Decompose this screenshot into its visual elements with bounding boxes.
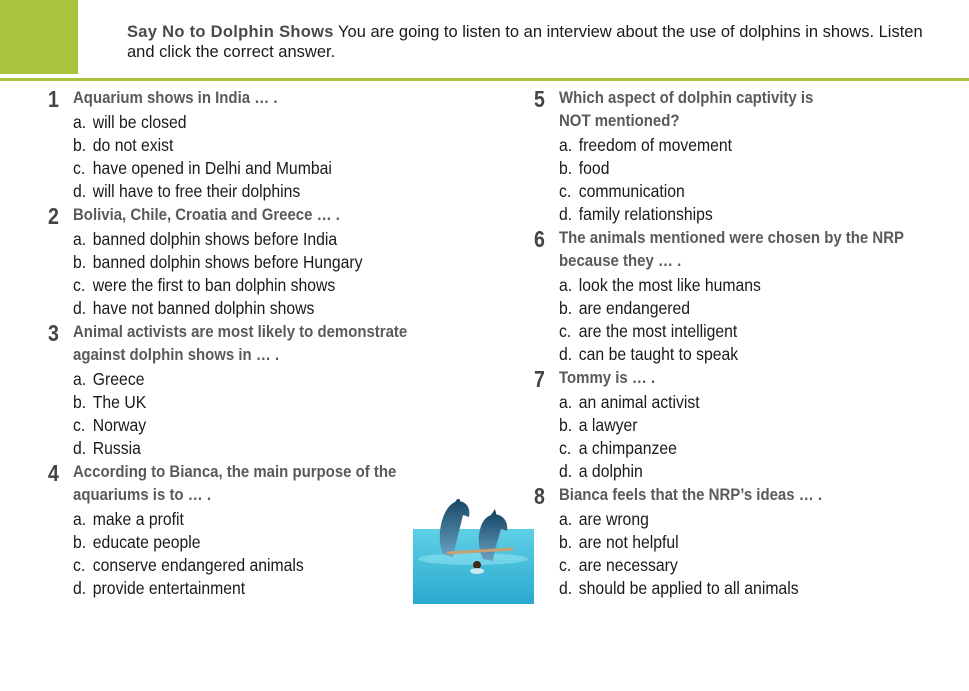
question-number: 2 — [48, 203, 59, 229]
option-letter: d. — [73, 578, 87, 598]
answer-option-1d[interactable] — [73, 180, 427, 203]
option-text: a lawyer — [578, 415, 638, 435]
answer-option-2c[interactable] — [73, 274, 427, 297]
option-text: can be taught to speak — [578, 344, 739, 364]
option-text: look the most like humans — [578, 275, 761, 295]
option-text: a dolphin — [578, 461, 643, 481]
answer-option-3b[interactable] — [73, 391, 427, 414]
question-number: 6 — [534, 226, 545, 252]
question-number: 3 — [48, 320, 59, 346]
answer-option-4c[interactable] — [73, 554, 427, 577]
option-text: were the first to ban dolphin shows — [92, 275, 336, 295]
answer-option-7a[interactable] — [559, 391, 922, 414]
answer-option-7d[interactable] — [559, 460, 922, 483]
page-title: Say No to Dolphin Shows — [127, 23, 334, 41]
answer-option-1b[interactable] — [73, 134, 427, 157]
question-number: 1 — [48, 86, 59, 112]
answer-option-3d[interactable] — [73, 437, 427, 460]
option-letter: b. — [559, 415, 573, 435]
header-divider — [0, 78, 969, 81]
question-text: Animal activists are most likely to demonstrate — [73, 322, 408, 341]
option-letter: c. — [73, 158, 86, 178]
answer-option-8c[interactable] — [559, 554, 922, 577]
answer-option-5d[interactable] — [559, 203, 922, 226]
answer-option-8d[interactable] — [559, 577, 922, 600]
option-text: Greece — [92, 369, 145, 389]
option-text: an animal activist — [578, 392, 700, 412]
question-text: According to Bianca, the main purpose of the — [73, 462, 397, 481]
answer-option-8a[interactable] — [559, 508, 922, 531]
question-7 — [532, 366, 962, 483]
question-text: against dolphin shows in … . — [73, 345, 280, 364]
option-letter: c. — [73, 415, 86, 435]
option-letter: c. — [559, 438, 572, 458]
answer-option-3a[interactable] — [73, 368, 427, 391]
questions-column-right — [532, 86, 962, 600]
option-letter: d. — [73, 438, 87, 458]
option-letter: a. — [73, 112, 87, 132]
dolphins-jumping-icon — [413, 499, 534, 604]
question-8 — [532, 483, 962, 600]
answer-option-4b[interactable] — [73, 531, 427, 554]
answer-option-4a[interactable] — [73, 508, 427, 531]
option-letter: a. — [559, 392, 573, 412]
option-text: will be closed — [92, 112, 187, 132]
accent-block — [0, 0, 78, 74]
option-text: are endangered — [578, 298, 691, 318]
option-text: have opened in Delhi and Mumbai — [92, 158, 332, 178]
answer-option-7c[interactable] — [559, 437, 922, 460]
option-text: should be applied to all animals — [578, 578, 799, 598]
question-6 — [532, 226, 962, 366]
option-letter: b. — [73, 392, 87, 412]
answer-option-5c[interactable] — [559, 180, 922, 203]
instructions-text: You are going to listen to an interview about the use of dolphins in shows. Listen and click the correct answer. — [127, 23, 923, 61]
option-text: banned dolphin shows before Hungary — [92, 252, 363, 272]
option-letter: b. — [559, 298, 573, 318]
option-letter: d. — [73, 181, 87, 201]
answer-option-5a[interactable] — [559, 134, 922, 157]
option-letter: c. — [73, 555, 86, 575]
option-text: Norway — [92, 415, 147, 435]
answer-option-1a[interactable] — [73, 111, 427, 134]
answer-option-3c[interactable] — [73, 414, 427, 437]
option-letter: d. — [559, 461, 573, 481]
option-text: conserve endangered animals — [92, 555, 304, 575]
option-letter: d. — [559, 204, 573, 224]
question-text: Which aspect of dolphin captivity is — [559, 88, 814, 107]
option-text: do not exist — [92, 135, 174, 155]
option-text: a chimpanzee — [578, 438, 677, 458]
option-text: are the most intelligent — [578, 321, 738, 341]
option-letter: b. — [559, 158, 573, 178]
option-letter: b. — [73, 252, 87, 272]
option-text: are not helpful — [578, 532, 679, 552]
answer-option-7b[interactable] — [559, 414, 922, 437]
option-text: freedom of movement — [578, 135, 732, 155]
option-letter: b. — [73, 532, 87, 552]
question-number: 5 — [534, 86, 545, 112]
question-number: 8 — [534, 483, 545, 509]
option-text: are wrong — [578, 509, 649, 529]
option-text: family relationships — [578, 204, 713, 224]
question-1 — [46, 86, 466, 203]
option-letter: b. — [559, 532, 573, 552]
option-text: The UK — [92, 392, 147, 412]
answer-option-2a[interactable] — [73, 228, 427, 251]
question-4 — [46, 460, 466, 600]
option-letter: c. — [559, 555, 572, 575]
answer-option-6d[interactable] — [559, 343, 922, 366]
option-letter: d. — [73, 298, 87, 318]
option-letter: a. — [559, 509, 573, 529]
option-text: food — [578, 158, 610, 178]
option-text: educate people — [92, 532, 201, 552]
question-text: because they … . — [559, 251, 682, 270]
option-text: will have to free their dolphins — [92, 181, 301, 201]
option-letter: c. — [73, 275, 86, 295]
question-number: 7 — [534, 366, 545, 392]
option-letter: a. — [73, 229, 87, 249]
question-text: Aquarium shows in India … . — [73, 88, 278, 107]
question-3 — [46, 320, 466, 460]
option-letter: c. — [559, 321, 572, 341]
question-text: The animals mentioned were chosen by the NRP — [559, 228, 905, 247]
option-letter: a. — [73, 509, 87, 529]
option-letter: a. — [559, 135, 573, 155]
answer-option-2b[interactable] — [73, 251, 427, 274]
answer-option-2d[interactable] — [73, 297, 427, 320]
option-letter: c. — [559, 181, 572, 201]
option-letter: d. — [559, 578, 573, 598]
option-text: are necessary — [578, 555, 678, 575]
question-number: 4 — [48, 460, 59, 486]
question-text: Tommy is … . — [559, 368, 656, 387]
question-text: NOT mentioned? — [559, 111, 680, 130]
option-text: communication — [578, 181, 685, 201]
answer-option-4d[interactable] — [73, 577, 427, 600]
option-text: make a profit — [92, 509, 184, 529]
question-5 — [532, 86, 962, 226]
option-letter: a. — [559, 275, 573, 295]
questions-column-left — [46, 86, 466, 600]
option-text: provide entertainment — [92, 578, 246, 598]
question-text: aquariums is to … . — [73, 485, 211, 504]
question-text: Bianca feels that the NRP’s ideas … . — [559, 485, 822, 504]
instructions — [127, 22, 927, 62]
answer-option-5b[interactable] — [559, 157, 922, 180]
answer-option-6a[interactable] — [559, 274, 922, 297]
option-text: have not banned dolphin shows — [92, 298, 315, 318]
option-text: banned dolphin shows before India — [92, 229, 338, 249]
option-letter: d. — [559, 344, 573, 364]
question-text: Bolivia, Chile, Croatia and Greece … . — [73, 205, 340, 224]
option-text: Russia — [92, 438, 141, 458]
question-2 — [46, 203, 466, 320]
option-letter: a. — [73, 369, 87, 389]
option-letter: b. — [73, 135, 87, 155]
answer-option-6c[interactable] — [559, 320, 922, 343]
answer-option-6b[interactable] — [559, 297, 922, 320]
answer-option-1c[interactable] — [73, 157, 427, 180]
answer-option-8b[interactable] — [559, 531, 922, 554]
